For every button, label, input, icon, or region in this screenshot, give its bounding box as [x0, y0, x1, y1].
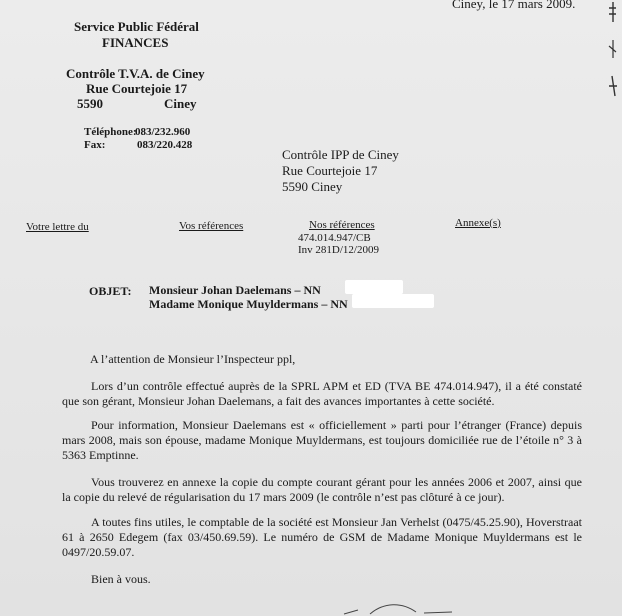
recipient-line1: Contrôle IPP de Ciney — [282, 147, 399, 162]
sender-office: Contrôle T.V.A. de Ciney — [66, 66, 205, 81]
sender-city: Ciney — [164, 96, 197, 111]
recipient-line3: 5590 Ciney — [282, 179, 343, 194]
salutation: A l’attention de Monsieur l’Inspecteur ppl, — [90, 352, 296, 366]
fax-value: 083/220.428 — [137, 139, 193, 151]
sender-line1: Service Public Fédéral — [74, 19, 199, 34]
margin-marks-icon — [604, 0, 622, 616]
closing: Bien à vous. — [91, 572, 151, 586]
sender-street: Rue Courtejoie 17 — [86, 81, 188, 96]
ref-annexe: Annexe(s) — [455, 217, 501, 229]
redaction-box — [352, 294, 434, 308]
ref-value-1: 474.014.947/CB — [298, 232, 371, 244]
redaction-box — [345, 280, 403, 294]
paragraph-2: Pour information, Monsieur Daelemans est « officiellement » parti pour l’étranger (France) depuis mars 2008, mais son épouse, madame Monique Muyldermans, est toujours domiciliée rue de l’étoile n° 3 à 5363 Emptinne. — [62, 418, 582, 462]
phone-label: Téléphone: — [84, 126, 137, 138]
signature-fragment — [340, 600, 460, 616]
phone-value: 083/232.960 — [135, 126, 191, 138]
ref-vos-references: Vos références — [179, 220, 244, 232]
date-line: Ciney, le 17 mars 2009. — [452, 0, 576, 11]
ref-nos-references: Nos références — [309, 219, 375, 231]
sender-postcode: 5590 — [77, 96, 103, 111]
ref-votre-lettre: Votre lettre du — [26, 221, 89, 233]
subject-label: OBJET: — [89, 284, 132, 298]
ref-value-2: Inv 281D/12/2009 — [298, 244, 379, 256]
paragraph-4: A toutes fins utiles, le comptable de la société est Monsieur Jan Verhelst (0475/45.25.90), Hoverstraat 61 à 2650 Edegem (fax 03/450.69.59). Le numéro de GSM de Madame Monique Muyldermans est le 0497/20.59.07. — [62, 515, 582, 559]
paragraph-3: Vous trouverez en annexe la copie du compte courant gérant pour les années 2006 et 2007, ainsi que la copie du relevé de régularisation du 17 mars 2009 (le contrôle n’est pas clôturé à ce jour). — [62, 475, 582, 504]
subject-line1: Monsieur Johan Daelemans – NN — [149, 283, 321, 297]
fax-label: Fax: — [84, 139, 106, 151]
sender-line2: FINANCES — [102, 35, 169, 50]
paragraph-1: Lors d’un contrôle effectué auprès de la SPRL APM et ED (TVA BE 474.014.947), il a été constaté que son gérant, Monsieur Johan Daelemans, a fait des avances importantes à cette société. — [62, 379, 582, 408]
recipient-line2: Rue Courtejoie 17 — [282, 163, 378, 178]
subject-line2: Madame Monique Muyldermans – NN — [149, 297, 348, 311]
